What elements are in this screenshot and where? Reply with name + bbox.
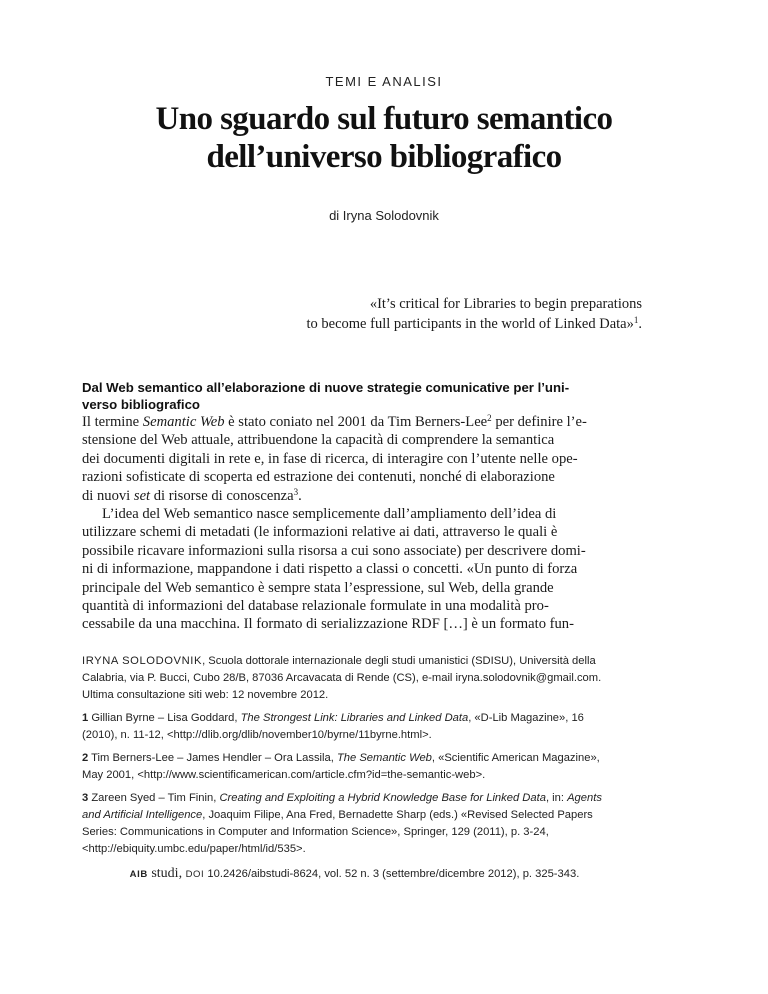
body-text	[82, 413, 627, 634]
author-byline: di Iryna Solodovnik	[329, 208, 439, 223]
footnote-3: 3 Zareen Syed – Tim Finin, Creating and Exploiting a Hybrid Knowledge Base for Linked Data, in: Agents and Artificial Intelligence, Joaquim Filipe, Ana Fred, Bernadette Sharp (eds.) «Revised Selected Papers Series: Communications in Computer and Information Science», Springer, 129 (2011), p. 3-24, <http://ebiquity.umbc.edu/paper/html/id/535>.	[82, 790, 627, 858]
footnote-ref-3[interactable]: 3	[293, 486, 299, 497]
footnote-number: 3	[82, 792, 89, 804]
doi-label: DOI	[185, 869, 205, 880]
paragraph-1-line: dei documenti digitali in rete e, in fase di ricerca, di interagire con l’utente nelle ope-	[82, 450, 578, 467]
paragraph-1-line: stensione del Web attuale, attribuendone la capacità di comprendere la semantica	[82, 432, 555, 449]
paragraph-2-line: utilizzare schemi di metadati (le informazioni relative ai dati, attraverso le quali è	[82, 524, 558, 541]
paragraph-2-line: L’idea del Web semantico nasce semplicemente dall’ampliamento dell’idea di	[102, 506, 557, 523]
paragraph-1-line: razioni sofisticate di scoperta ed estrazione dei contenuti, nonché di elaborazione	[82, 469, 555, 486]
footnote-link[interactable]: <http://ebiquity.umbc.edu/paper/html/id/535>.	[82, 843, 306, 855]
section-kicker: TEMI E ANALISI	[325, 74, 443, 89]
journal-word: studi,	[147, 866, 186, 881]
footnote-number: 1	[82, 712, 89, 724]
paragraph-2-line: ni di informazione, mappandone i dati rispetto a classi o concetti. «Un punto di forza	[82, 561, 578, 578]
footnotes	[82, 653, 627, 864]
journal-citation-footer	[82, 866, 627, 882]
citation-details: 10.2426/aibstudi-8624, vol. 52 n. 3 (settembre/dicembre 2012), p. 325-343.	[204, 868, 580, 880]
footnote-number: 2	[82, 752, 89, 764]
footnote-2: 2 Tim Berners-Lee – James Hendler – Ora Lassila, The Semantic Web, «Scientific American Magazine», May 2001, <http://www.scientificamerican.com/article.cfm?id=the-semantic-web>.	[82, 750, 627, 784]
title-line-1: Uno sguardo sul futuro semantico	[155, 101, 613, 137]
footnote-ref-2[interactable]: 2	[487, 413, 492, 423]
author-affiliation: IRYNA SOLODOVNIK, Scuola dottorale internazionale degli studi umanistici (SDISU), Università della Calabria, via P. Bucci, Cubo 28/B, 87036 Arcavacata di Rende (CS), e-mail iryna.solodovnik@gmail.com. Ultima consultazione siti web: 12 novembre 2012.	[82, 655, 602, 701]
paragraph-1-line: Il termine Semantic Web è stato coniato nel 2001 da Tim Berners-Lee$^2$ per definire l’e-	[82, 413, 587, 430]
paragraph-2-line: principale del Web semantico è sempre stata l’espressione, sul Web, della grande	[82, 579, 554, 596]
epigraph-line-2: to become full participants in the world of Linked Data»$^1$.	[306, 315, 642, 332]
title-line-2: dell’universo bibliografico	[206, 139, 562, 175]
footnote-link[interactable]: (2010), n. 11-12, <http://dlib.org/dlib/november10/byrne/11byrne.html>.	[82, 729, 432, 741]
epigraph	[182, 294, 642, 334]
paragraph-1-line: di nuovi set di risorse di conoscenza$^3$.	[82, 486, 302, 504]
section-heading-line-1: Dal Web semantico all’elaborazione di nuove strategie comunicative per l’uni-	[82, 380, 570, 395]
author-name: IRYNA SOLODOVNIK	[82, 655, 203, 667]
footnote-link[interactable]: May 2001, <http://www.scientificamerican.com/article.cfm?id=the-semantic-web>.	[82, 769, 486, 781]
paragraph-2-line: possibile ricavare informazioni sulla risorsa a cui sono associate) per descrivere domi-	[82, 542, 586, 559]
footnote-1: 1 Gillian Byrne – Lisa Goddard, The Strongest Link: Libraries and Linked Data, «D-Lib Magazine», 16 (2010), n. 11-12, <http://dlib.org/dlib/november10/byrne/11byrne.html>.	[82, 710, 627, 744]
paragraph-2-line: cessabile da una macchina. Il formato di serializzazione RDF […] è un formato fun-	[82, 616, 574, 633]
footnote-ref-1[interactable]: 1	[633, 315, 639, 325]
epigraph-line-1: «It’s critical for Libraries to begin preparations	[369, 296, 642, 312]
paragraph-2-line: quantità di informazioni del database relazionale formulate in una modalità pro-	[82, 598, 549, 615]
section-heading-line-2: verso bibliografico	[82, 397, 200, 412]
journal-mark: AIB	[129, 869, 148, 880]
section-heading	[82, 379, 627, 413]
article-title	[60, 100, 708, 176]
